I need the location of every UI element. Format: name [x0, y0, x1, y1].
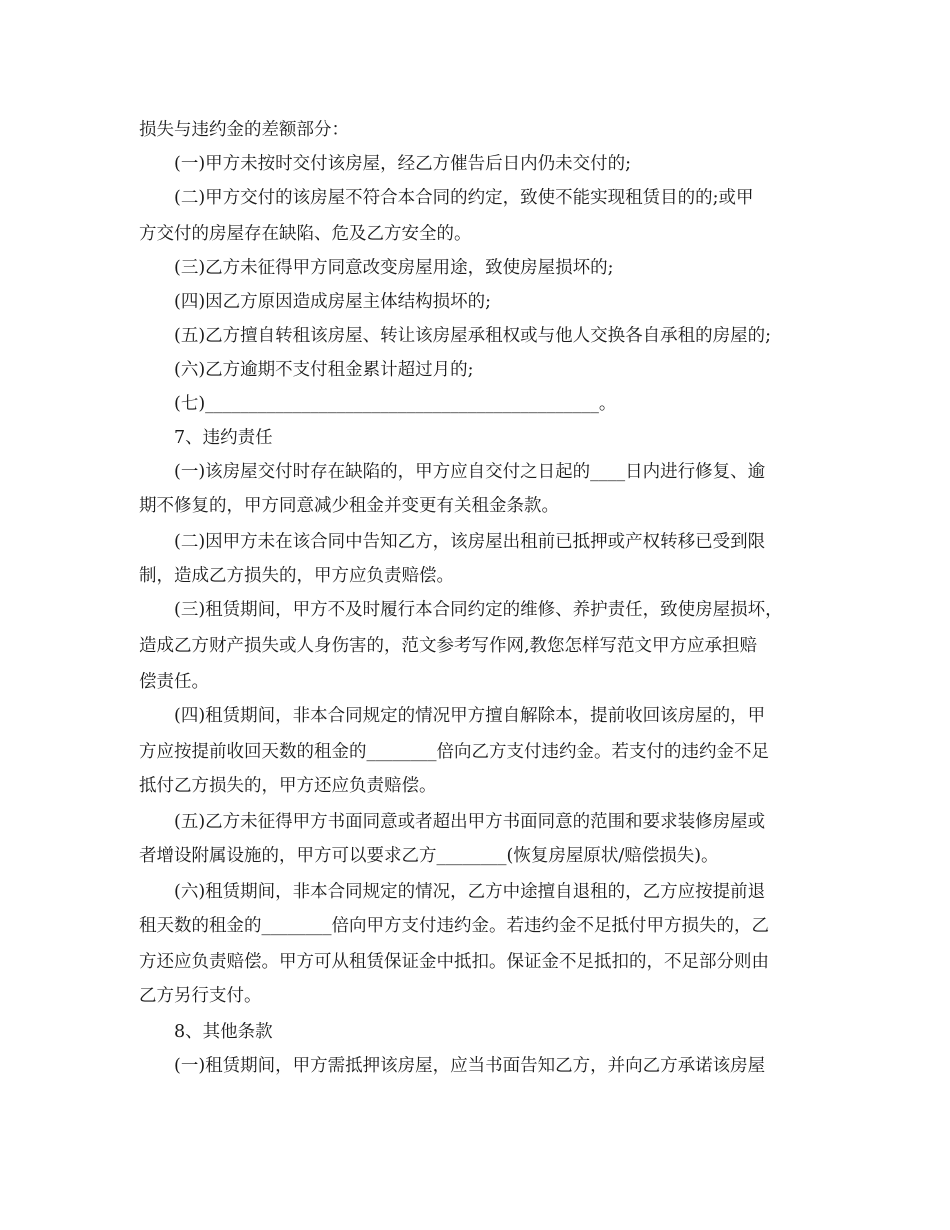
text-line: (二)因甲方未在该合同中告知乙方，该房屋出租前已抵押或产权转移已受到限 [174, 532, 766, 552]
text-line: 方还应负责赔偿。甲方可从租赁保证金中抵扣。保证金不足抵扣的，不足部分则由 [139, 952, 769, 972]
text-line: (一)甲方未按时交付该房屋，经乙方催告后日内仍未交付的; [174, 154, 632, 174]
text-line: (一)租赁期间，甲方需抵押该房屋，应当书面告知乙方，并向乙方承诺该房屋 [174, 1056, 766, 1076]
text-line: 租天数的租金的________倍向甲方支付违约金。若违约金不足抵付甲方损失的，乙 [139, 916, 769, 936]
text-line: 方交付的房屋存在缺陷、危及乙方安全的。 [139, 224, 472, 244]
text-line: (四)因乙方原因造成房屋主体结构损坏的; [174, 292, 492, 312]
text-line: 者增设附属设施的，甲方可以要求乙方________(恢复房屋原状/赔偿损失)。 [139, 846, 719, 866]
text-line: (三)租赁期间，甲方不及时履行本合同约定的维修、养护责任，致使房屋损坏， [174, 600, 783, 620]
text-line: (二)甲方交付的该房屋不符合本合同的约定，致使不能实现租赁目的的;或甲 [174, 188, 754, 208]
text-line: 乙方另行支付。 [139, 986, 262, 1006]
text-line: 抵付乙方损失的，甲方还应负责赔偿。 [139, 776, 437, 796]
section-heading: 7、违约责任 [174, 428, 273, 448]
text-line: (六)租赁期间，非本合同规定的情况，乙方中途擅自退租的，乙方应按提前退 [174, 882, 766, 902]
text-line: 损失与违约金的差额部分： [139, 120, 349, 140]
text-line: (三)乙方未征得甲方同意改变房屋用途，致使房屋损坏的; [174, 258, 614, 278]
text-line: (七)_____________________________________________。 [174, 394, 617, 414]
text-line: 方应按提前收回天数的租金的________倍向乙方支付违约金。若支付的违约金不足 [139, 742, 769, 762]
text-line: (一)该房屋交付时存在缺陷的，甲方应自交付之日起的____日内进行修复、逾 [174, 462, 766, 482]
text-line: 期不修复的，甲方同意减少租金并变更有关租金条款。 [139, 496, 559, 516]
text-line: (六)乙方逾期不支付租金累计超过月的; [174, 360, 474, 380]
text-line: 偿责任。 [139, 672, 209, 692]
section-heading: 8、其他条款 [174, 1022, 273, 1042]
text-line: 制，造成乙方损失的，甲方应负责赔偿。 [139, 566, 454, 586]
text-line: (五)乙方擅自转租该房屋、转让该房屋承租权或与他人交换各自承租的房屋的; [174, 326, 772, 346]
text-line: (五)乙方未征得甲方书面同意或者超出甲方书面同意的范围和要求装修房屋或 [174, 812, 766, 832]
text-line: 造成乙方财产损失或人身伤害的，范文参考写作网,教您怎样写范文甲方应承担赔 [139, 636, 758, 656]
text-line: (四)租赁期间，非本合同规定的情况甲方擅自解除本，提前收回该房屋的，甲 [174, 706, 766, 726]
